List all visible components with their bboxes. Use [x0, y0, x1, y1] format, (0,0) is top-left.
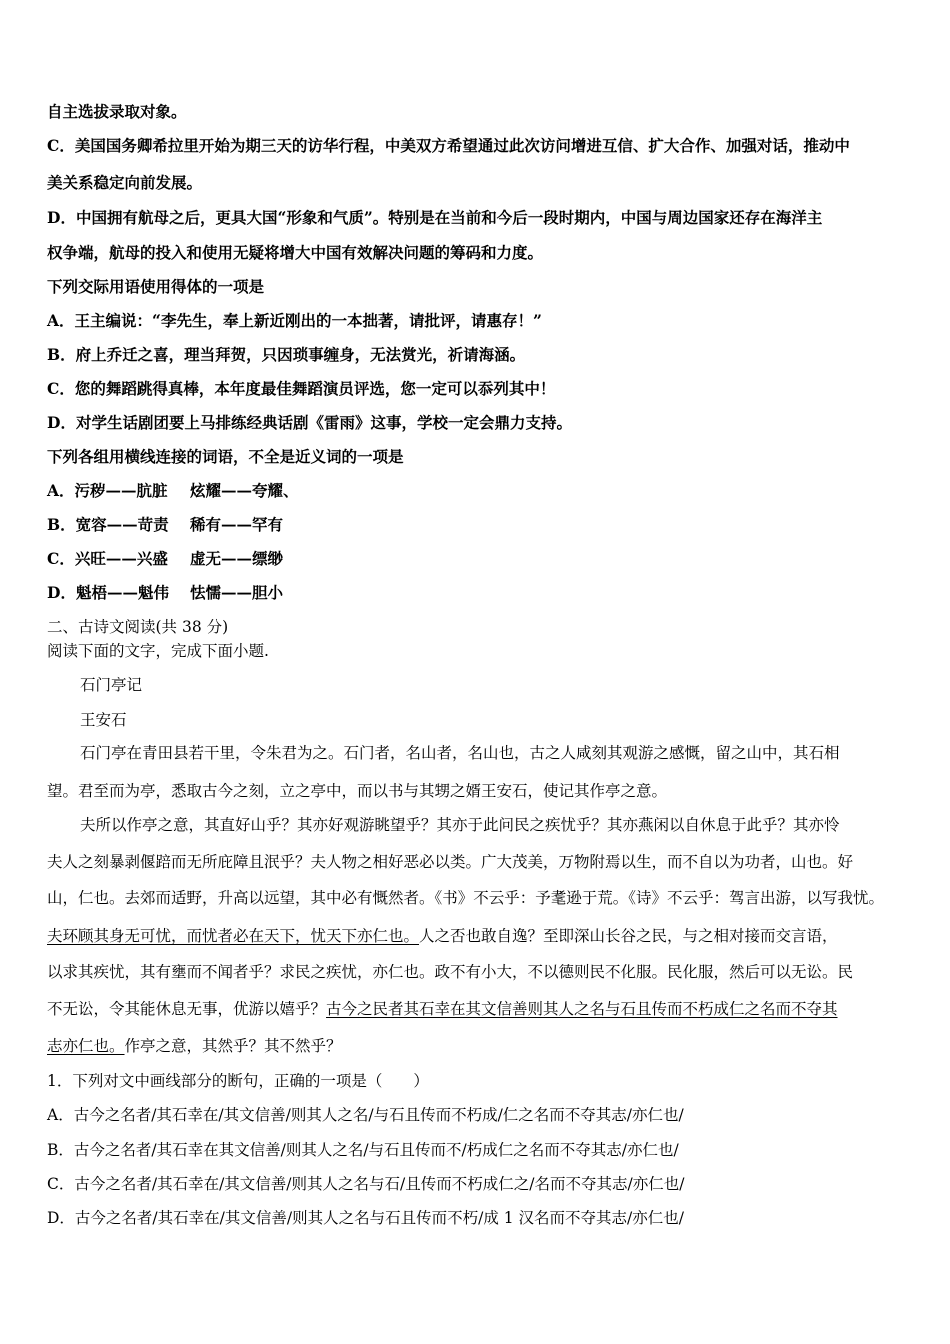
synonym-option-a-pair1: A．污秽——肮脏	[47, 481, 168, 500]
passage-p2-line1: 夫所以作亭之意，其直好山乎？其亦好观游眺望乎？其亦于此问民之疾忧乎？其亦燕闲以自休息于此乎？其亦怜	[80, 816, 840, 834]
etiquette-option-a: A．王主编说：“李先生，奉上新近刚出的一本拙著，请批评，请惠存！”	[47, 311, 542, 330]
prev-option-d-line2: 权争端，航母的投入和使用无疑将增大中国有效解决问题的筹码和力度。	[47, 243, 544, 262]
q1-option-a: A．古今之名者/其石幸在/其文信善/则其人之名/与石且传而不朽成/仁之名而不夺其志/亦仁也/	[47, 1106, 684, 1124]
synonym-option-a-pair2: 炫耀——夸耀、	[190, 481, 299, 500]
passage-p2-line6-pre: 不无讼，令其能休息无事，优游以嬉乎？	[47, 1000, 327, 1018]
synonym-option-c-pair2: 虚无——缥缈	[190, 549, 284, 568]
synonym-option-a	[47, 481, 299, 501]
etiquette-option-b: B．府上乔迁之喜，理当拜贺，只因琐事缠身，无法赏光，祈请海涵。	[47, 345, 526, 364]
section-instruction: 阅读下面的文字，完成下面小题.	[47, 642, 269, 660]
synonym-question-stem: 下列各组用横线连接的词语，不全是近义词的一项是	[47, 447, 404, 466]
prev-option-c-line1: C．美国国务卿希拉里开始为期三天的访华行程，中美双方希望通过此次访问增进互信、扩大合作、加强对话，推动中	[47, 136, 850, 155]
etiquette-option-c: C．您的舞蹈跳得真棒，本年度最佳舞蹈演员评选，您一定可以忝列其中！	[47, 379, 556, 398]
synonym-option-d-pair1: D．魁梧——魁伟	[47, 583, 169, 602]
passage-p2-line4	[47, 926, 838, 946]
passage-p2-line4-rest: 人之否也敢自逸？至即深山长谷之民，与之相对接而交言语，	[419, 927, 838, 945]
synonym-option-b-pair1: B．宽容——苛责	[47, 515, 169, 534]
passage-p2-line7	[47, 1036, 342, 1056]
underlined-sentence-2a: 古今之民者其石幸在其文信善则其人之名与石且传而不朽成仁之名而不夺其	[326, 1000, 838, 1018]
synonym-option-b-pair2: 稀有——罕有	[190, 515, 284, 534]
synonym-option-d	[47, 583, 283, 603]
passage-p2-line5: 以求其疾忧，其有壅而不闻者乎？求民之疾忧，亦仁也。政不有小大，不以德则民不化服。民化服，然后可以无讼。民	[47, 963, 854, 981]
etiquette-option-d: D．对学生话剧团要上马排练经典话剧《雷雨》这事，学校一定会鼎力支持。	[47, 413, 572, 432]
passage-p2-line3: 山，仁也。去郊而适野，升高以远望，其中必有慨然者。《书》不云乎：予耄逊于荒。《诗》不云乎：驾言出游，以写我忧。	[47, 889, 885, 907]
q1-option-d: D．古今之名者/其石幸在/其文信善/则其人之名与石且传而不朽/成 1 汉名而不夺其志/亦仁也/	[47, 1209, 684, 1227]
passage-title: 石门亭记	[80, 676, 143, 694]
passage-p2-line2: 夫人之刻暴剥偃踣而无所庇障且泯乎？夫人物之相好恶必以类。广大茂美，万物附焉以生，而不自以为功者，山也。好	[47, 853, 854, 871]
synonym-option-c	[47, 549, 283, 569]
passage-p2-line6	[47, 999, 838, 1019]
underlined-sentence-1: 夫环顾其身无可忧，而忧者必在天下，忧天下亦仁也。	[47, 927, 420, 945]
q1-option-c: C．古今之名者/其石幸在/其文信善/则其人之名与石/且传而不朽成仁之/名而不夺其志/亦仁也/	[47, 1175, 685, 1193]
q1-stem: 1．下列对文中画线部分的断句，正确的一项是（ ）	[47, 1072, 429, 1090]
section-heading: 二、古诗文阅读(共 38 分)	[47, 618, 229, 636]
passage-p1-line1: 石门亭在青田县若干里，令朱君为之。石门者，名山者，名山也，古之人咸刻其观游之感慨，留之山中，其石相	[80, 744, 840, 762]
prev-option-c-line2: 美关系稳定向前发展。	[47, 173, 203, 192]
passage-author: 王安石	[80, 711, 127, 729]
synonym-option-d-pair2: 怯懦——胆小	[190, 583, 284, 602]
prev-option-d-line1: D．中国拥有航母之后，更具大国“形象和气质”。特别是在当前和今后一段时期内，中国与周边国家还存在海洋主	[47, 208, 823, 227]
passage-p1-line2: 望。君至而为亭，悉取古今之刻，立之亭中，而以书与其甥之婿王安石，使记其作亭之意。	[47, 782, 668, 800]
synonym-option-b	[47, 515, 283, 535]
passage-p2-line7-rest: 作亭之意，其然乎？其不然乎？	[124, 1037, 342, 1055]
underlined-sentence-2b: 志亦仁也。	[47, 1037, 125, 1055]
q1-option-b: B．古今之名者/其石幸在其文信善/则其人之名/与石且传而不/朽成仁之名而不夺其志/亦仁也/	[47, 1141, 679, 1159]
etiquette-question-stem: 下列交际用语使用得体的一项是	[47, 277, 265, 296]
prev-option-b-tail: 自主选拔录取对象。	[47, 102, 187, 121]
synonym-option-c-pair1: C．兴旺——兴盛	[47, 549, 168, 568]
